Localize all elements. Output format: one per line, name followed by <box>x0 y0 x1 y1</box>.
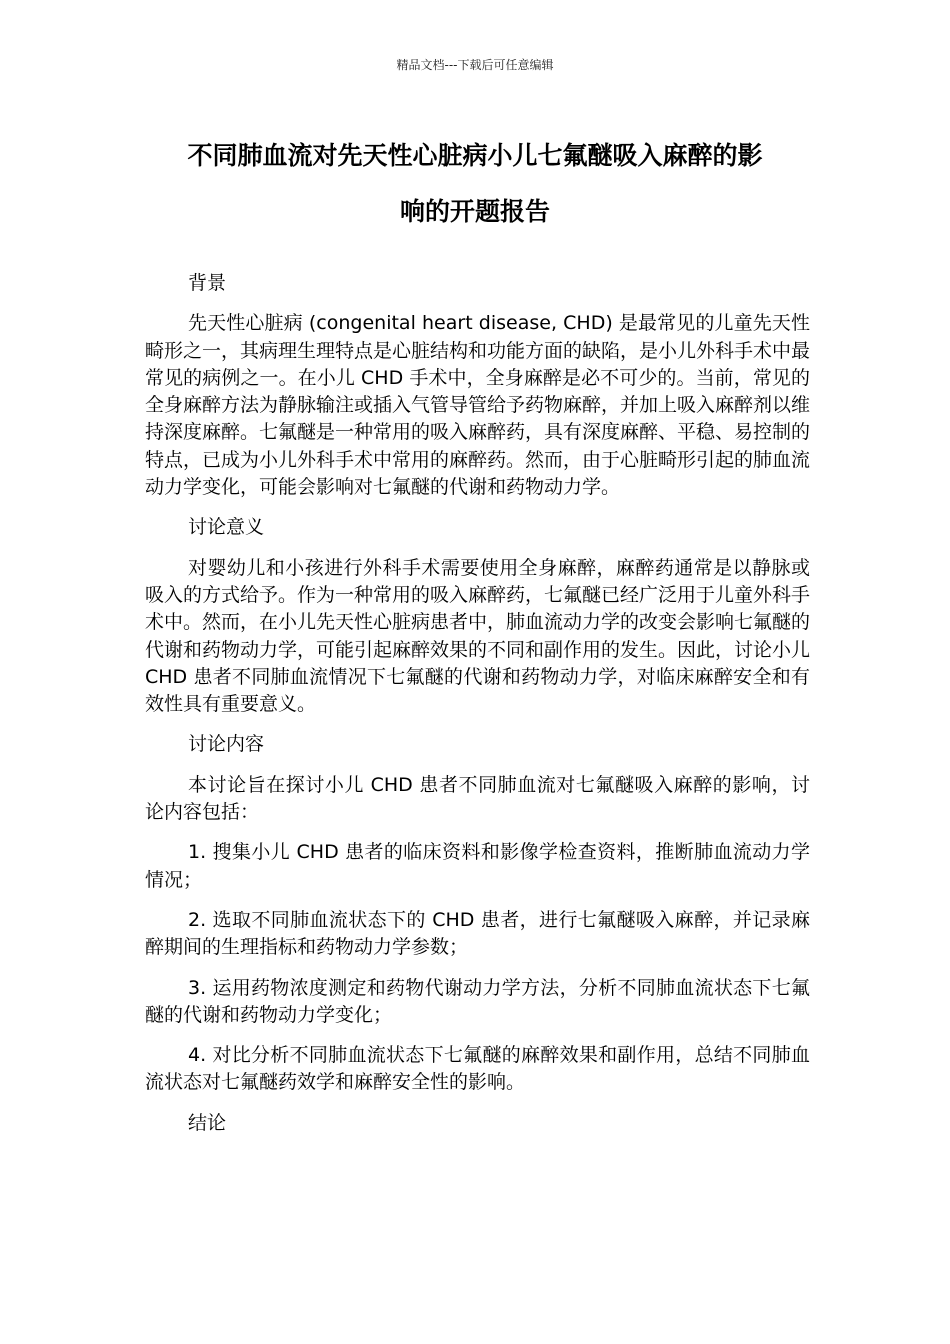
content-list-item: 1. 搜集小儿 CHD 患者的临床资料和影像学检查资料，推断肺血流动力学情况； <box>145 841 810 891</box>
section-heading-background: 背景 <box>188 272 227 294</box>
title-line-2: 响的开题报告 <box>399 197 550 226</box>
section-heading-significance: 讨论意义 <box>188 516 265 539</box>
page-header: 精品文档---下载后可任意编辑 <box>396 58 554 72</box>
document-title <box>140 128 810 240</box>
section-heading-conclusion: 结论 <box>188 1111 227 1134</box>
significance-paragraph: 对婴幼儿和小孩进行外科手术需要使用全身麻醉，麻醉药通常是以静脉或吸入的方式给予。作为一种常用的吸入麻醉药，七氟醚已经广泛用于儿童外科手术中。然而，在小儿先天性心脏病患者中，肺血流动力学的改变会影响七氟醚的代谢和药物动力学，可能引起麻醉效果的不同和副作用的发生。因此，讨论小儿 CHD 患者不同肺血流情况下七氟醚的代谢和药物动力学，对临床麻醉安全和有效性具有重要意义。 <box>145 556 811 716</box>
document-body <box>145 270 810 1150</box>
content-intro-paragraph: 本讨论旨在探讨小儿 CHD 患者不同肺血流对七氟醚吸入麻醉的影响，讨论内容包括： <box>145 773 810 824</box>
content-list-item: 2. 选取不同肺血流状态下的 CHD 患者，进行七氟醚吸入麻醉，并记录麻醉期间的生理指标和药物动力学参数； <box>145 908 810 959</box>
background-paragraph: 先天性心脏病 (congenital heart disease, CHD) 是最常见的儿童先天性畸形之一，其病理生理特点是心脏结构和功能方面的缺陷，是小儿外科手术中最常见的病例之一。在小儿 CHD 手术中，全身麻醉是必不可少的。当前，常见的全身麻醉方法为静脉输注或插入气管导管给予药物麻醉，并加上吸入麻醉剂以维持深度麻醉。七氟醚是一种常用的吸入麻醉药，具有深度麻醉、平稳、易控制的特点，已成为小儿外科手术中常用的麻醉药。然而，由于心脏畸形引起的肺血流动力学变化，可能会影响对七氟醚的代谢和药物动力学。 <box>145 312 811 499</box>
title-line-1: 不同肺血流对先天性心脏病小儿七氟醚吸入麻醉的影 <box>187 141 763 170</box>
content-list-item: 4. 对比分析不同肺血流状态下七氟醚的麻醉效果和副作用，总结不同肺血流状态对七氟醚药效学和麻醉安全性的影响。 <box>145 1044 810 1094</box>
content-list-item: 3. 运用药物浓度测定和药物代谢动力学方法，分析不同肺血流状态下七氟醚的代谢和药物动力学变化； <box>145 976 810 1026</box>
section-heading-content: 讨论内容 <box>188 733 265 756</box>
